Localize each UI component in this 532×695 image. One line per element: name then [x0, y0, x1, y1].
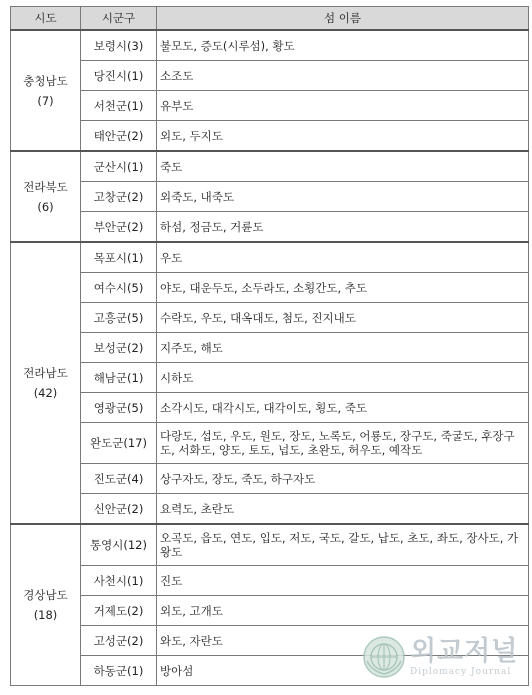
region-group [11, 242, 529, 524]
table-row [11, 393, 529, 423]
header-island-names: 섬 이름 [157, 7, 529, 31]
table-row [11, 182, 529, 212]
island-names-cell: 외죽도, 내죽도 [157, 182, 529, 212]
district-cell: 군산시(1) [81, 151, 157, 182]
table-row [11, 61, 529, 91]
table-row [11, 596, 529, 626]
island-names-cell: 수락도, 우도, 대옥대도, 첨도, 진지내도 [157, 303, 529, 333]
table-row [11, 464, 529, 494]
island-names-cell: 불모도, 증도(시루섬), 황도 [157, 30, 529, 61]
region-cell [11, 242, 81, 524]
island-names-cell: 외도, 두지도 [157, 121, 529, 152]
island-names-cell: 요력도, 초란도 [157, 494, 529, 525]
watermark-name: 외교저널 [410, 635, 519, 667]
district-cell: 보성군(2) [81, 333, 157, 363]
island-names-cell: 죽도 [157, 151, 529, 182]
region-name: 전라남도 [23, 366, 68, 380]
table-row [11, 273, 529, 303]
islands-table [10, 6, 529, 686]
table-row [11, 333, 529, 363]
region-count: (18) [33, 608, 58, 622]
region-name: 경상남도 [23, 588, 68, 602]
district-cell: 신안군(2) [81, 494, 157, 525]
district-cell: 보령시(3) [81, 30, 157, 61]
island-names-cell: 야도, 대운두도, 소두라도, 소횡간도, 추도 [157, 273, 529, 303]
region-cell [11, 151, 81, 242]
district-cell: 영광군(5) [81, 393, 157, 423]
island-names-cell: 소조도 [157, 61, 529, 91]
island-names-cell: 다랑도, 섭도, 우도, 원도, 장도, 노록도, 어룡도, 장구도, 죽굴도, 후장구도, 서화도, 양도, 토도, 넙도, 초완도, 허우도, 예작도 [157, 423, 529, 464]
island-names-cell: 외도, 고개도 [157, 596, 529, 626]
table-row [11, 566, 529, 596]
table-row [11, 242, 529, 273]
island-names-cell: 하섬, 정금도, 거륜도 [157, 212, 529, 243]
table-row [11, 212, 529, 243]
table-row [11, 494, 529, 525]
district-cell: 여수시(5) [81, 273, 157, 303]
region-count: (6) [37, 199, 54, 214]
island-names-cell: 지주도, 해도 [157, 333, 529, 363]
district-cell: 하동군(1) [81, 656, 157, 686]
region-name: 전라북도 [23, 179, 68, 194]
district-cell: 진도군(4) [81, 464, 157, 494]
district-cell: 고성군(2) [81, 626, 157, 656]
district-cell: 목포시(1) [81, 242, 157, 273]
district-cell: 고흥군(5) [81, 303, 157, 333]
table-header-row [11, 7, 529, 31]
table-row [11, 30, 529, 61]
table-row [11, 423, 529, 464]
table-row [11, 151, 529, 182]
table-row [11, 363, 529, 393]
district-cell: 통영시(12) [81, 524, 157, 566]
table-row [11, 303, 529, 333]
island-names-cell: 유부도 [157, 91, 529, 121]
table-row [11, 91, 529, 121]
watermark-subtitle: Diplomacy Journal [410, 666, 512, 677]
island-names-cell: 상구자도, 장도, 죽도, 하구자도 [157, 464, 529, 494]
island-names-cell: 소각시도, 대각시도, 대각이도, 횡도, 죽도 [157, 393, 529, 423]
district-cell: 사천시(1) [81, 566, 157, 596]
region-group [11, 30, 529, 151]
table-row [11, 524, 529, 566]
island-names-cell: 와도, 자란도 [157, 626, 529, 656]
district-cell: 당진시(1) [81, 61, 157, 91]
watermark-logo [362, 632, 528, 682]
island-names-cell: 우도 [157, 242, 529, 273]
region-count: (7) [37, 93, 54, 108]
district-cell: 태안군(2) [81, 121, 157, 152]
district-cell: 고창군(2) [81, 182, 157, 212]
district-cell: 완도군(17) [81, 423, 157, 464]
globe-icon [362, 635, 406, 679]
island-names-cell: 시하도 [157, 363, 529, 393]
district-cell: 서천군(1) [81, 91, 157, 121]
region-group [11, 151, 529, 242]
region-cell [11, 30, 81, 151]
header-district: 시군구 [81, 7, 157, 31]
district-cell: 해남군(1) [81, 363, 157, 393]
district-cell: 거제도(2) [81, 596, 157, 626]
island-names-cell: 진도 [157, 566, 529, 596]
region-cell [11, 524, 81, 686]
header-province: 시도 [11, 7, 81, 31]
island-names-cell: 오곡도, 읍도, 연도, 입도, 저도, 국도, 갈도, 납도, 초도, 좌도, 장사도, 가왕도 [157, 524, 529, 566]
table-row [11, 121, 529, 152]
region-name: 충청남도 [23, 73, 68, 88]
island-names-cell: 방아섬 [157, 656, 529, 686]
district-cell: 부안군(2) [81, 212, 157, 243]
region-count: (42) [33, 386, 58, 400]
